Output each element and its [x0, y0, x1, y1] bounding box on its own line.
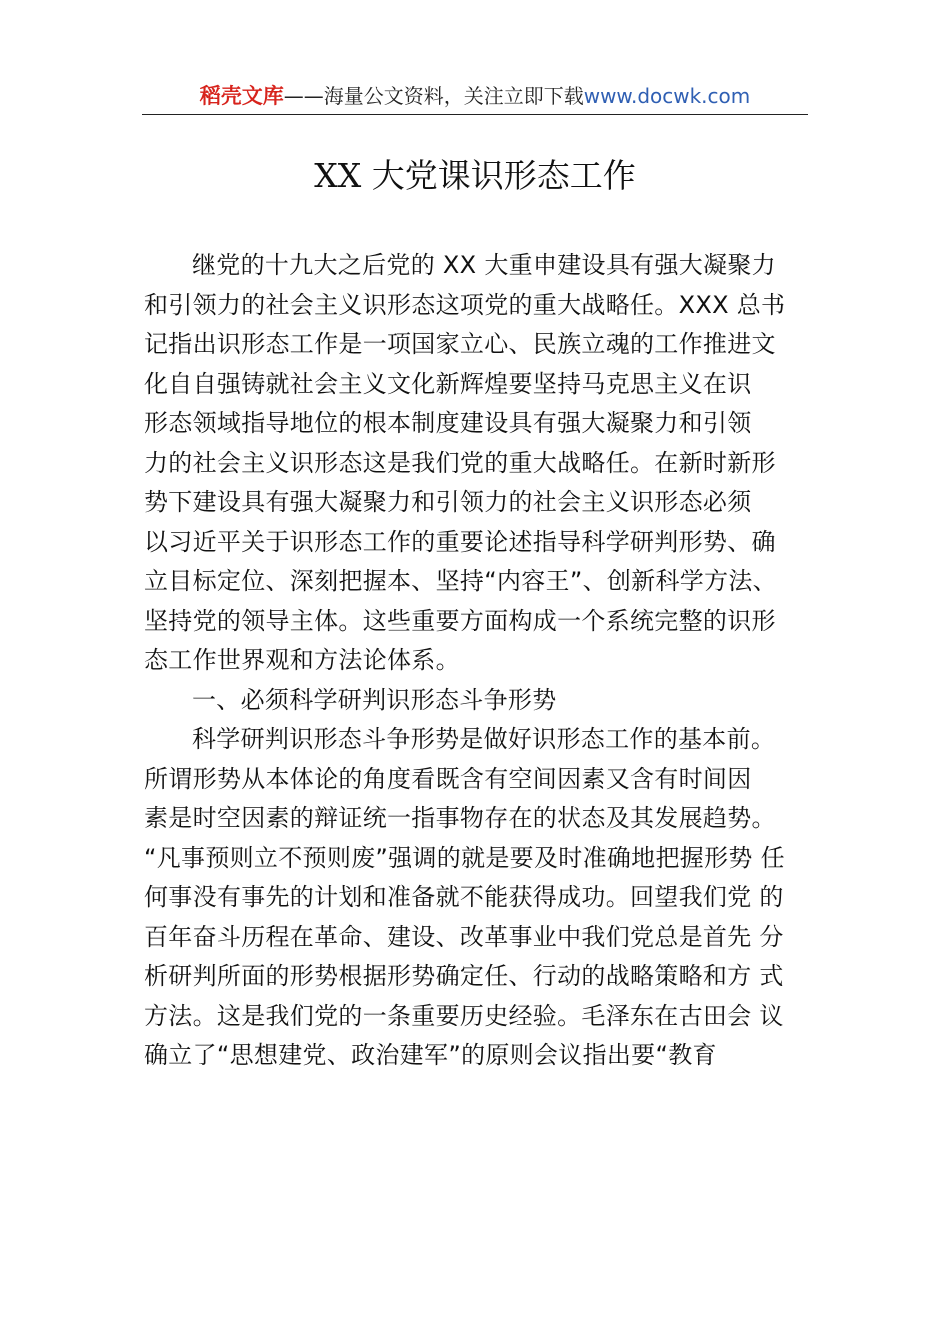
- body-text-line: 形态领域指导地位的根本制度建设具有强大凝聚力和引领: [144, 409, 752, 437]
- document-body: [144, 246, 816, 1076]
- body-text-line: 和引领力的社会主义识形态这项党的重大战略任。XXX 总书: [144, 290, 786, 319]
- body-text-line: 态工作世界观和方法论体系。: [144, 646, 460, 674]
- website-link[interactable]: www.docwk.com: [583, 84, 751, 108]
- body-text-line: 以习近平关于识形态工作的重要论述指导科学研判形势、确: [144, 527, 776, 556]
- body-text-line: 继党的十九大之后党的 XX 大重申建设具有强大凝聚力: [192, 251, 776, 279]
- document-header: [0, 80, 950, 112]
- body-text-line: 势下建设具有强大凝聚力和引领力的社会主义识形态必须: [144, 488, 752, 516]
- body-text-line: 何事没有事先的计划和准备就不能获得成功。回望我们党 的: [144, 883, 784, 911]
- body-text-line: 化自自强铸就社会主义文化新辉煌要坚持马克思主义在识: [144, 369, 752, 398]
- body-text-line: 百年奋斗历程在革命、建设、改革事业中我们党总是首先 分: [144, 922, 784, 951]
- body-text-line: 确立了“思想建党、政治建军”的原则会议指出要“教育: [144, 1041, 717, 1069]
- body-text-line: 素是时空因素的辩证统一指事物存在的状态及其发展趋势。: [144, 804, 776, 832]
- body-text-line: “凡事预则立不预则废”强调的就是要及时准确地把握形势 任: [144, 843, 785, 872]
- body-text-line: 记指出识形态工作是一项国家立心、民族立魂的工作推进文: [144, 330, 776, 358]
- body-text-line: 方法。这是我们党的一条重要历史经验。毛泽东在古田会 议: [144, 1001, 784, 1030]
- body-text-line: 一、必须科学研判识形态斗争形势: [192, 685, 557, 714]
- body-text-line: 析研判所面的形势根据形势确定任、行动的战略策略和方 式: [144, 962, 784, 990]
- header-tagline: ——海量公文资料，关注立即下载: [283, 84, 584, 108]
- header-divider: [142, 114, 808, 115]
- brand-name[interactable]: 稻壳文库: [199, 84, 284, 108]
- body-text-line: 坚持党的领导主体。这些重要方面构成一个系统完整的识形: [144, 606, 776, 635]
- body-text-line: 立目标定位、深刻把握本、坚持“内容王”、创新科学方法、: [144, 567, 777, 595]
- body-text-line: 科学研判识形态斗争形势是做好识形态工作的基本前。: [192, 725, 776, 753]
- body-text-line: 力的社会主义识形态这是我们党的重大战略任。在新时新形: [144, 448, 776, 477]
- document-title: XX 大党课识形态工作: [314, 156, 636, 195]
- body-text-line: 所谓形势从本体论的角度看既含有空间因素又含有时间因: [144, 764, 752, 793]
